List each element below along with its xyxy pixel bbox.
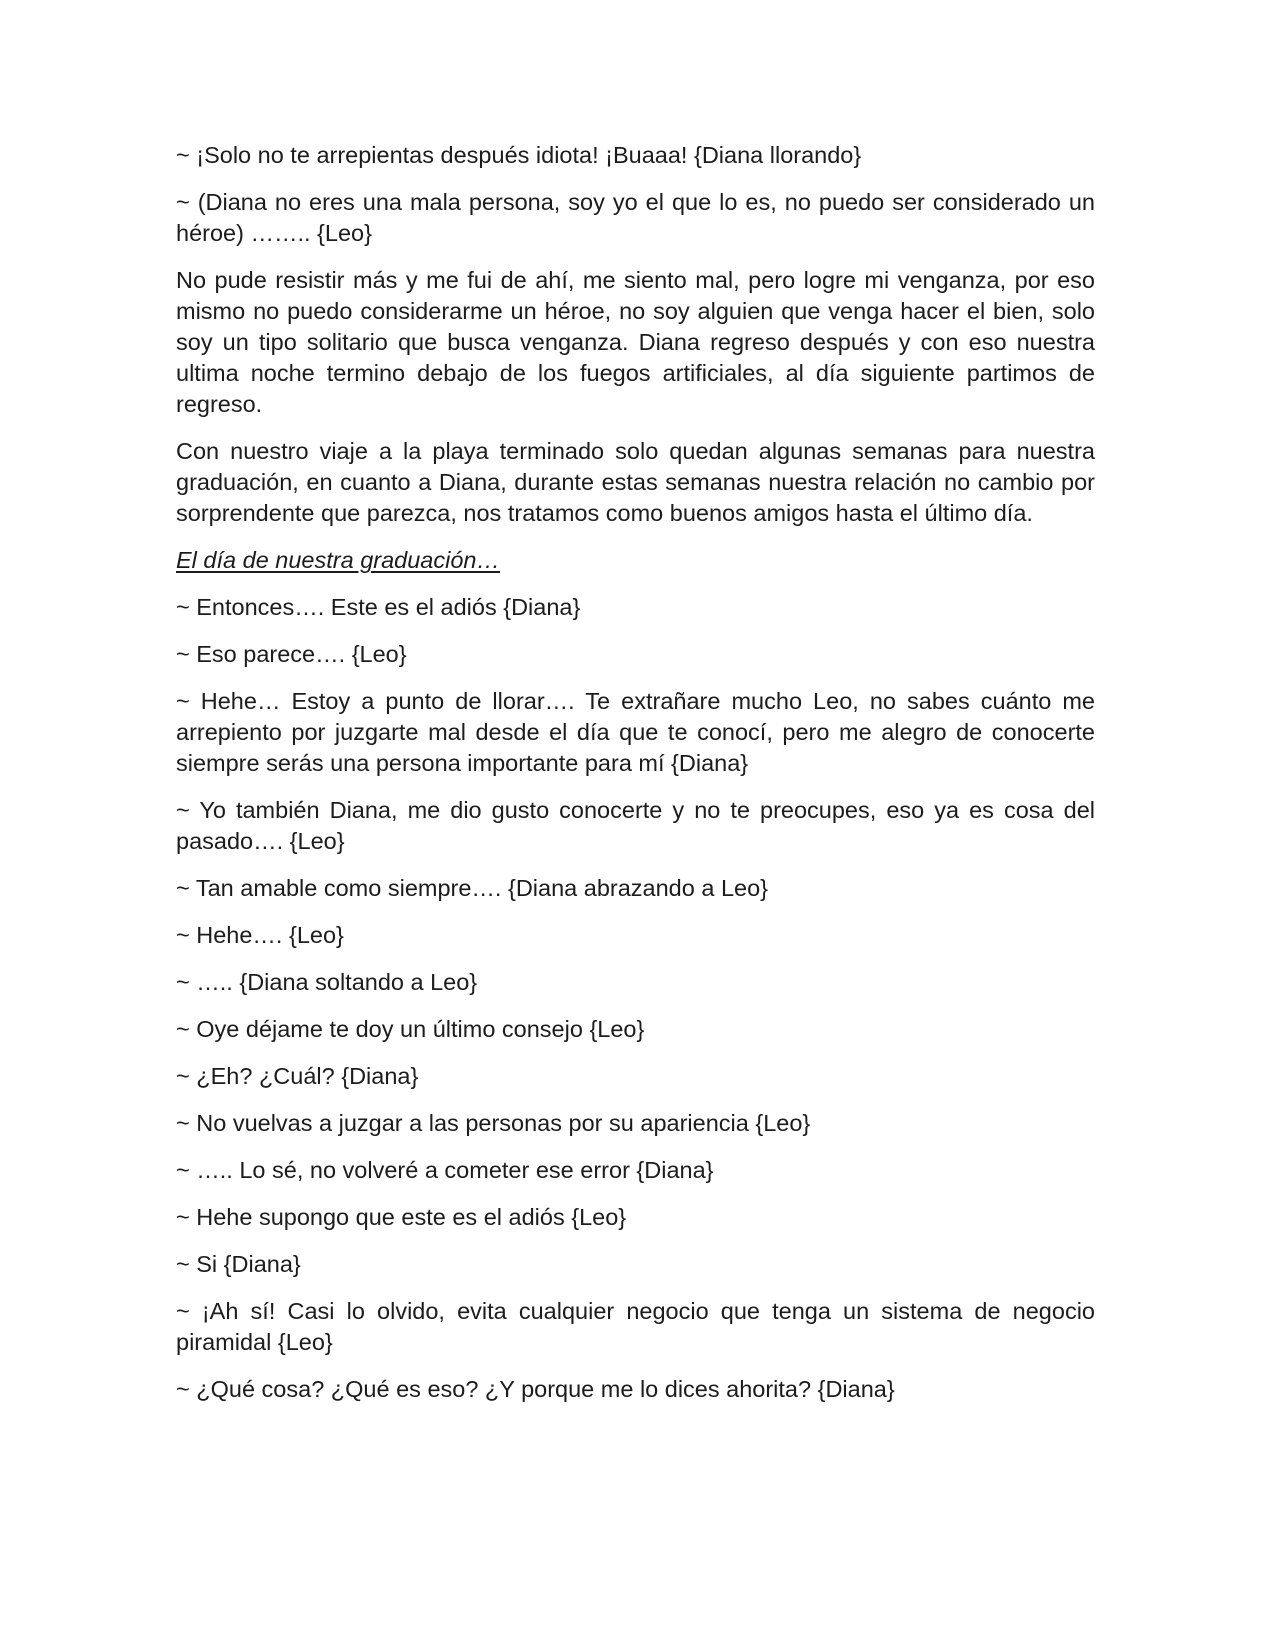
dialogue-line: ~ Hehe supongo que este es el adiós {Leo}: [176, 1204, 627, 1230]
dialogue-line: ~ ….. {Diana soltando a Leo}: [176, 969, 478, 995]
scene-heading-text: El día de nuestra graduación…: [176, 547, 500, 573]
document-body: [176, 140, 1095, 1421]
dialogue-line: ~ ¿Eh? ¿Cuál? {Diana}: [176, 1063, 419, 1089]
dialogue-line: ~ Eso parece…. {Leo}: [176, 641, 407, 667]
dialogue-line: ~ Entonces…. Este es el adiós {Diana}: [176, 594, 581, 620]
narrative-paragraph: Con nuestro viaje a la playa terminado solo quedan algunas semanas para nuestra graduación, en cuanto a Diana, durante estas semanas nuestra relación no cambio por sorprendente que parezca, nos tratamos como buenos amigos hasta el último día.: [176, 438, 1095, 526]
dialogue-line: ~ ¡Solo no te arrepientas después idiota! ¡Buaaa! {Diana llorando}: [176, 142, 862, 168]
dialogue-line: ~ ….. Lo sé, no volveré a cometer ese error {Diana}: [176, 1157, 714, 1183]
dialogue-line: ~ Hehe… Estoy a punto de llorar…. Te extrañare mucho Leo, no sabes cuánto me arrepiento por juzgarte mal desde el día que te conocí, pero me alegro de conocerte siempre serás una persona importante para mí {Diana}: [176, 688, 1095, 776]
dialogue-line: ~ No vuelvas a juzgar a las personas por su apariencia {Leo}: [176, 1110, 811, 1136]
dialogue-line: ~ Oye déjame te doy un último consejo {Leo}: [176, 1016, 645, 1042]
narrative-paragraph: No pude resistir más y me fui de ahí, me siento mal, pero logre mi venganza, por eso mismo no puedo considerarme un héroe, no soy alguien que venga hacer el bien, solo soy un tipo solitario que busca venganza. Diana regreso después y con eso nuestra ultima noche termino debajo de los fuegos artificiales, al día siguiente partimos de regreso.: [176, 267, 1095, 417]
dialogue-line: ~ Yo también Diana, me dio gusto conocerte y no te preocupes, eso ya es cosa del pasado…. {Leo}: [176, 797, 1095, 854]
dialogue-line: ~ ¡Ah sí! Casi lo olvido, evita cualquier negocio que tenga un sistema de negocio piramidal {Leo}: [176, 1298, 1095, 1355]
dialogue-line: ~ (Diana no eres una mala persona, soy yo el que lo es, no puedo ser considerado un héroe) …….. {Leo}: [176, 189, 1095, 246]
scene-heading: [176, 545, 1095, 576]
dialogue-line: ~ Tan amable como siempre…. {Diana abrazando a Leo}: [176, 875, 769, 901]
dialogue-line: ~ ¿Qué cosa? ¿Qué es eso? ¿Y porque me lo dices ahorita? {Diana}: [176, 1376, 895, 1402]
dialogue-line: ~ Hehe…. {Leo}: [176, 922, 344, 948]
dialogue-line: ~ Si {Diana}: [176, 1251, 301, 1277]
